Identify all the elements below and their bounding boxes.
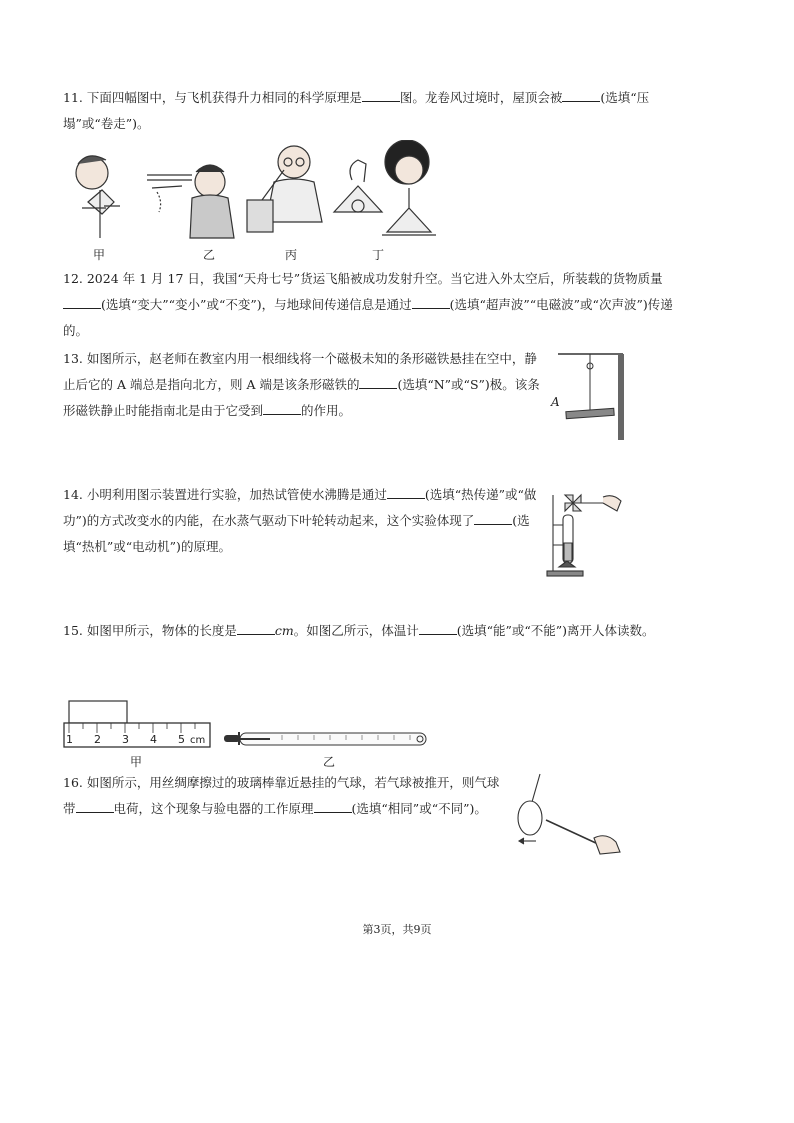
answer-blank [76,800,114,813]
figure-ding-funnel [334,160,382,212]
figure-jia-blowing-papers [76,156,120,238]
answer-blank [359,376,397,389]
question-15: 15. 如图甲所示，物体的长度是 cm。如图乙所示，体温计 (选填“能”或“不能”)离开人体读数。 [63,623,655,638]
page-footer: 第3页，共9页 [362,923,432,936]
magnet-end-a-label: A [551,395,560,409]
arrow-left-icon [519,838,524,844]
answer-blank [314,800,352,813]
answer-blank [412,296,450,309]
question-12: 12. 2024 年 1 月 17 日，我国“天舟七号”货运飞船被成功发射升空。当它进入外太空后，所装载的货物质量(选填“变大”“变小”或“不变”)，与地球间传递信息是通过 (选填“超声波”“电磁波”或“次声波”)传递的。 [63,271,673,338]
ruler-label-1: 1 [66,733,73,746]
caption-bing: 丙 [285,248,298,262]
caption-yi: 乙 [203,248,216,262]
caption-jia-ruler: 甲 [130,755,143,769]
answer-blank [562,89,600,102]
q16-balloon-rod-figure [510,772,630,862]
thermometer-figure [222,727,432,753]
answer-blank [237,622,275,635]
ruler-label-5: 5 [178,733,185,746]
question-11: 11. 下面四幅图中，与飞机获得升力相同的科学原理是 图。龙卷风过境时，屋顶会被 (选填“压塌”或“卷走”)。 [63,90,650,131]
ruler-unit-cm: cm [190,735,206,746]
measured-object [69,701,127,723]
question-13: 13. 如图所示，赵老师在教室内用一根细线将一个磁极未知的条形磁铁悬挂在空中，静止后它的 A 端总是指向北方，则 A 端是该条形磁铁的 (选填“N”或“S”)极。该条形磁铁静止时能指南北是由于它受到 的作用。 [63,351,540,418]
caption-yi-thermometer: 乙 [323,755,336,769]
answer-blank [474,512,512,525]
figure-head-funnel [382,140,436,235]
glass-rod [546,820,598,844]
answer-blank [387,486,425,499]
answer-blank [63,296,101,309]
question-16: 16. 如图所示，用丝绸摩擦过的玻璃棒靠近悬挂的气球，若气球被推开，则气球带 电荷，这个现象与验电器的工作原理 (选填“相同”或“不同”)。 [63,775,500,816]
caption-jia: 甲 [93,248,106,262]
ruler-label-4: 4 [150,733,157,746]
figure-bing-cup [247,146,322,232]
caption-ding: 丁 [372,248,385,262]
question-14: 14. 小明利用图示装置进行实验，加热试管使水沸腾是通过 (选填“热传递”或“做功”)的方式改变水的内能，在水蒸气驱动下叶轮转动起来，这个实验体现了 (选填“热机”或“电动机”)的原理。 [63,487,537,554]
answer-blank [419,622,457,635]
figure-yi-straw [147,165,234,238]
ruler-label-2: 2 [94,733,101,746]
q11-four-figures [62,140,462,245]
balloon [518,801,542,835]
answer-blank [362,89,400,102]
answer-blank [263,402,301,415]
q13-hanging-magnet-figure [548,352,628,442]
q14-steam-turbine-figure [545,485,630,580]
ruler-label-3: 3 [122,733,129,746]
